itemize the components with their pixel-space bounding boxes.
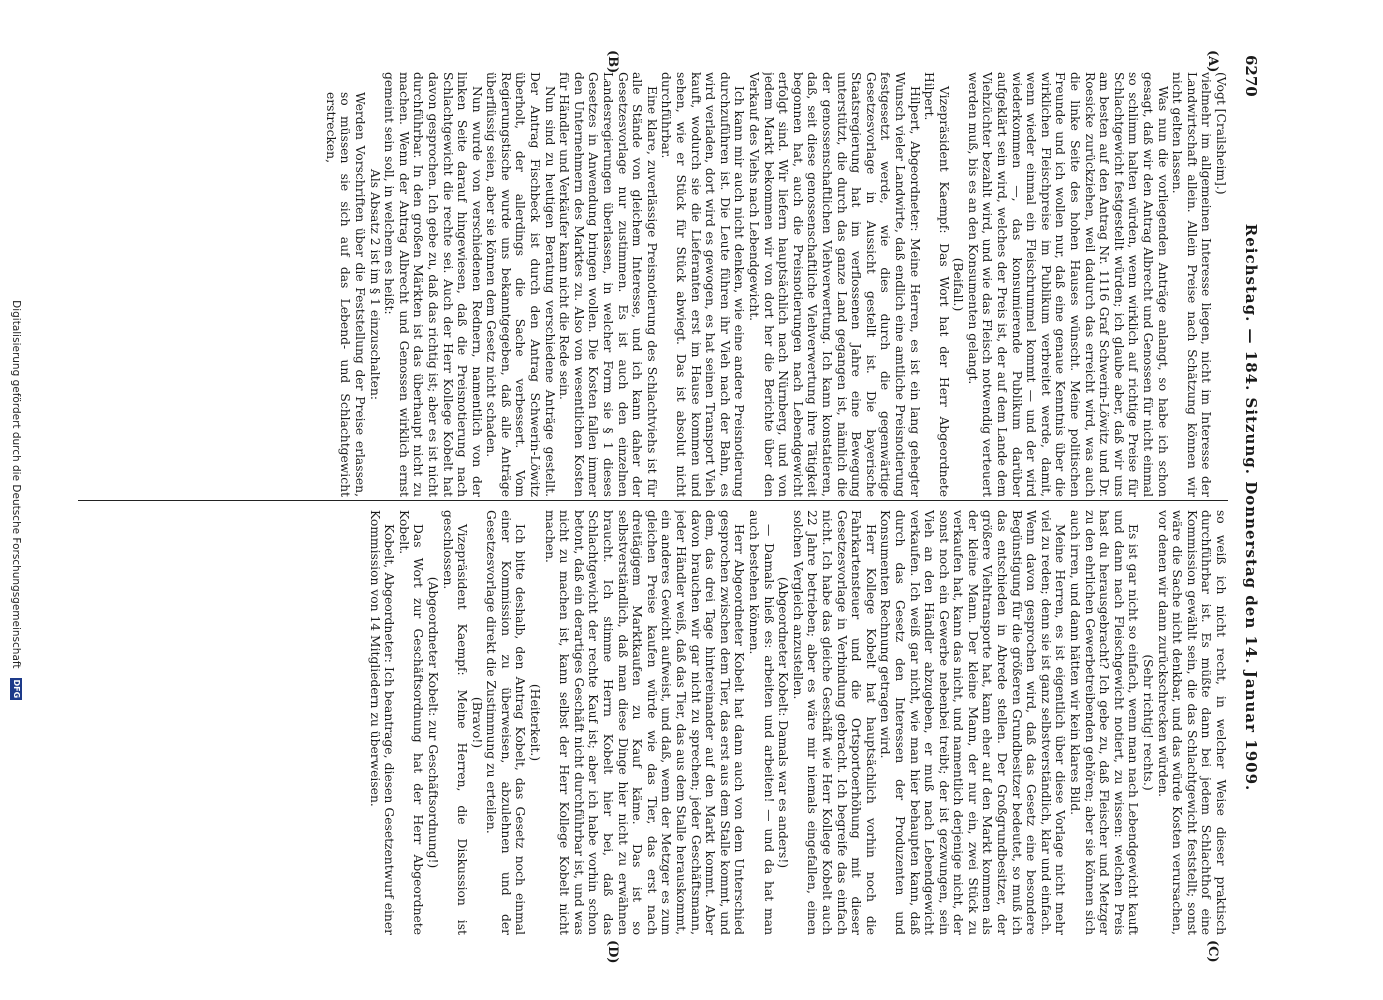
paragraph: Nun wurde von verschiedenen Rednern, namentlich von der linken Seite darauf hingewiesen, daß die Preisnotierung nach Schlachtgewicht die rechte sei. Auch der Herr Kollege Kobelt hat davon gesprochen. Ich gebe zu, daß das richtig ist; aber es ist nicht durchführbar. In den großen Märkten ist das überhaupt nicht zu machen. Wenn der Antrag Albrecht und Genossen wirklich ernst gemeint sein soll, in welchem es heißt: <box>382 72 484 497</box>
paragraph: Meine Herren, es ist eigentlich über diese Vorlage nicht mehr viel zu reden; denn sie ist ganz selbstverständlich, klar und einfach. Wenn davon gesprochen wird, daß das Gesetz eine besondere Begünstigung für die größeren Grundbesitzer bedeutet, so muß ich das entschieden in Abrede stellen. Der Großgrundbesitzer, der größere Viehtransporte hat, kann eher auf den Markt kommen als der kleine Mann. Der kleine Mann, der nur ein, zwei Stück zu verkaufen hat, kann das nicht, und namentlich derjenige nicht, der sonst noch ein Gewerbe nebenbei treibt; der ist gezwungen, sein Vieh an den Händler abzugeben, er muß nach Lebendgewicht verkaufen. Ich weiß gar nicht, wie man hier behaupten kann, daß durch das Gesetz den Interessen der Produzenten und Konsumenten Rechnung getragen wird. <box>878 510 1068 935</box>
paragraph: Hilpert, Abgeordneter: Meine Herren, es ist ein lang gehegter Wunsch vieler Landwirte, daß endlich eine amtliche Preisnotierung festgesetzt werde, wie dies durch die gegenwärtige Gesetzesvorlage in Aussicht gestellt ist. Die bayerische Staatsregierung hat im verflossenen Jahre eine Bewegung unterstützt, die durch das ganze Land gegangen ist, nämlich die der genossenschaftlichen Viehverwertung. Ich kann konstatieren, daß, seit diese genossenschaftliche Viehverwertung ihre Tätigkeit begonnen hat, auch die Preisnotierungen nach Lebendgewicht erfolgt sind. Wir liefern hauptsächlich nach Nürnberg, und von jedem Markt bekommen wir von dort her die Berichte über den Verkauf des Viehs nach Lebendgewicht. <box>747 72 922 497</box>
paragraph: Eine klare, zuverlässige Preisnotierung des Schlachtviehs ist für alle Stände von gleichem Interesse, und ich kann daher der Gesetzesvorlage nur zustimmen. Es ist auch den einzelnen Landesregierungen überlassen, in welcher Form sie § 1 dieses Gesetzes in Anwendung bringen wollen. Die Kosten fallen immer den Unternehmern des Marktes zu. Also von wesentlichen Kosten für Händler und Verkäufer kann nicht die Rede sein. <box>557 72 659 497</box>
margin-marker-c: (C) <box>1205 940 1220 963</box>
left-column <box>78 72 1228 497</box>
interjection: (Bravo!) <box>469 696 484 749</box>
paragraph: so weiß ich nicht recht, in welcher Weise dieser praktisch durchführbar ist. Es müßte dann bei jedem Schlachthof eine Kommission gewählt sein, die das Schlachtgewicht feststellt; sonst wäre die Sache nicht denkbar, und das würde Kosten verursachen, vor denen wir dann zurückschrecken würden. <box>1155 510 1228 935</box>
column-divider <box>78 500 1228 501</box>
paragraph: vielmehr im allgemeinen Interesse liegen, nicht im Interesse der Landwirtschaft allein. Allein Preise nach Schätzung können wir nicht gelten lassen. <box>1170 72 1214 497</box>
interjection: (Abgeordneter Kobelt: Damals war es anders!) <box>776 576 791 869</box>
paragraph: Ich kann mir auch nicht denken, wie eine andere Preisnotierung durchzuführen ist. Die Leute führen ihr Vieh nach der Bahn, es wird verladen, dort wird es gewogen, es hat seinen Transport Vieh kauft, wodurch sie die Lieferanten erst im Hause kommen und sehen, wie er Stück für Stück abwiegt. Das ist absolut nicht durchführbar. <box>659 72 747 497</box>
page-header <box>1234 55 1266 960</box>
interjection: (Beifall.) <box>951 257 966 312</box>
page-title: Reichstag. — 184. Sitzung. Donnerstag den 14. Januar 1909. <box>1242 223 1260 792</box>
paragraph: Das Wort zur Geschäftsordnung hat der Herr Abgeordnete Kobelt. <box>396 510 426 935</box>
digitization-footer <box>4 0 22 1000</box>
paragraph: Nun sind zu heutigen Beratung verschiedene Anträge gestellt. Der Antrag Fischbeck ist durch den Antrag Schwerin-Löwitz überholt, der allerdings die Sache verbessert. Vom Regierungstische wurde uns bekanntgegeben, daß alle Anträge überflüssig seien, aber sie können dem Gesetz nicht schaden. <box>484 72 557 497</box>
right-column <box>78 510 1228 935</box>
paragraph: Herr Kollege Kobelt hat hauptsächlich vorhin noch die Fahrkartensteuer und die Ortsportoerhöhung mit dieser Gesetzesvorlage in Verbindung gebracht. Ich begreife das einfach nicht. Ich habe das gleiche Geschäft wie Herr Kollege Kobelt auch 22 Jahre betrieben; aber es wäre mir niemals eingefallen, einen solchen Vergleich anzustellen. <box>790 510 878 935</box>
paragraph: Herr Abgeordneter Kobelt hat dann auch von dem Unterschied gesprochen zwischen dem Tier, das erst aus dem Stalle kommt, und dem, das drei Tage hintereinander auf den Markt kommt. Aber davon brauchen wir gar nicht zu sprechen; jeder Geschäftsmann, jeder Händler weiß, daß das Tier, das aus dem Stalle herauskommt, ein anderes Gewicht aufweist, und daß, wenn der Metzger es zum gleichen Preise kaufen würde wie das Tier, das erst nach dreitägigem Marktkaufen zu Kauf käme. Das ist so selbstverständlich, daß man diese Dinge hier nicht zu erwähnen braucht. Ich stimme Herrn Kobelt hier bei, daß das Schlachtgewicht der rechte Kauf ist; aber ich habe vorhin schon betont, daß ein derartiges Geschäft nicht durchführbar ist, und was nicht zu machen ist, kann selbst der Herr Kollege Kobelt nicht machen. <box>542 510 747 935</box>
interjection: (Sehr richtig! rechts.) <box>1141 654 1156 791</box>
paragraph: Es ist gar nicht so einfach, wenn man nach Lebendgewicht kauft und dann nach Fleischgewicht notiert, zu wissen: welchen Preis hast du herausgebracht? Ich gebe zu, daß Fleischer und Metzger zu den ehrlichen Gewerbetreibenden gehören; aber sie können sich auch irren, und dann hätten wir kein klares Bild. <box>1068 510 1141 935</box>
interjection: (Abgeordneter Kobelt: zur Geschäftsordnung!) <box>425 576 440 869</box>
quoted-text: Werden Vorschriften über die Feststellung der Preise erlassen, so müssen sie sich auf das Lebend- und Schlachtgewicht erstrecken, <box>323 92 367 497</box>
paragraph: Ich bitte deshalb, den Antrag Kobelt, das Gesetz noch einmal einer Kommission zu überweisen, abzulehnen und der Gesetzesvorlage direkt die Zustimmung zu erteilen. <box>484 510 528 935</box>
interjection: (Heiterkeit.) <box>528 683 543 762</box>
dfg-logo: DFG <box>12 679 21 699</box>
margin-marker-a: (A) <box>1205 50 1220 73</box>
quoted-line: Als Absatz 2 ist im § 1 einzuschalten: <box>367 168 382 401</box>
paragraph: Vizepräsident Kaempf: Meine Herren, die Diskussion ist geschlossen. <box>440 510 470 935</box>
margin-marker-d: (D) <box>605 940 620 964</box>
paragraph: Kobelt, Abgeordneter: Ich beantrage, diesen Gesetzentwurf einer Kommission von 14 Mitgliedern zu überweisen. <box>367 510 397 935</box>
page-number: 6270 <box>1242 55 1260 97</box>
footer-text: Digitalisierung gefördert durch die Deutsche Forschungsgemeinschaft <box>10 300 22 669</box>
paragraph: Vizepräsident Kaempf: Das Wort hat der Herr Abgeordnete Hilpert. <box>922 72 951 497</box>
paragraph: — Damals hieß es: arbeiten und arbeiten! — und da hat man auch bestehen können. <box>747 510 776 935</box>
margin-marker-b: (B) <box>605 50 620 74</box>
speaker-reference: (Vogt [Crailsheim].) <box>1214 72 1228 195</box>
paragraph: Was nun die vorliegenden Anträge anlangt, so habe ich schon gesagt, daß wir den Antrag Albrecht und Genossen für nicht einmal so schlimm halten würden, wenn wirklich auf richtige Preise für Schlachtgewicht festgestellt würden; ich glaube aber, daß wir uns am besten auf den Antrag Nr. 1116 Graf Schwerin-Löwitz und Dr. Roesicke zurückziehen, weil dadurch das erreicht wird, was auch die linke Seite des hohen Hauses wünscht. Meine politischen Freunde und ich wollen nur, daß eine genaue Kenntnis über die wirklichen Fleischpreise im Publikum verbreitet werde, damit, wenn wieder einmal ein Fleischrummel kommt — und der wird wiederkommen —, das konsumierende Publikum darüber aufgeklärt sein wird, welches der Preis ist, der auf dem Lande dem Viehzüchter bezahlt wird, und wie das Fleisch notwendig verteuert werden muß, bis es an den Konsumenten gelangt. <box>965 72 1170 497</box>
